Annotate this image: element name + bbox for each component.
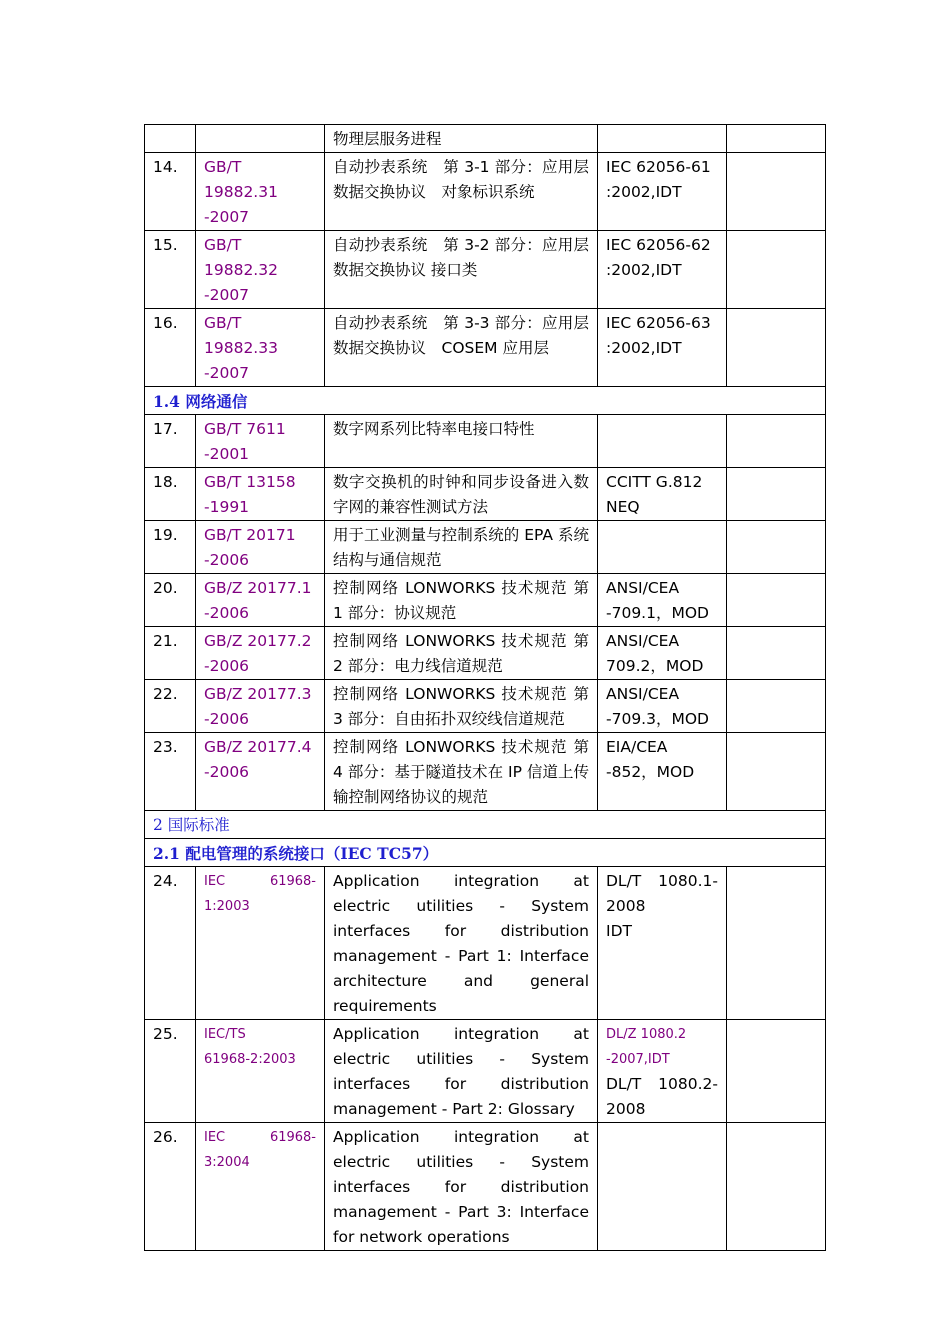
adoption-reference-line: EIA/CEA	[606, 738, 668, 756]
standard-code	[196, 733, 325, 811]
table-body-part-2	[145, 415, 826, 811]
standard-code	[196, 680, 325, 733]
adoption-reference: DL/T 1080.1- 2008 IDT	[598, 867, 727, 1020]
adoption-reference: DL/Z 1080.2 -2007,IDT DL/T 1080.2- 2008	[598, 1020, 727, 1123]
standards-table	[144, 124, 826, 1251]
adoption-reference	[598, 733, 727, 811]
adoption-reference	[598, 153, 727, 231]
standard-code-line: -2006	[204, 657, 250, 675]
remarks-cell	[727, 415, 826, 468]
table-row	[145, 627, 826, 680]
adoption-reference-line	[606, 523, 718, 548]
standard-code-line: GB/T 20171	[204, 526, 296, 544]
standard-code-line: -2007	[204, 208, 250, 226]
standard-code-line: -1991	[204, 498, 250, 516]
standard-code-line: GB/Z 20177.4	[204, 738, 312, 756]
adoption-reference-line	[606, 417, 718, 442]
standard-code	[196, 125, 325, 153]
standard-code	[196, 521, 325, 574]
table-row	[145, 1020, 826, 1123]
standard-title: 自动抄表系统 第 3-2 部分：应用层数据交换协议 接口类	[325, 231, 598, 309]
standard-code-line: GB/Z 20177.2	[204, 632, 312, 650]
row-number: 17.	[145, 415, 196, 468]
standard-code-line: -2007	[204, 286, 250, 304]
standard-code	[196, 231, 325, 309]
standard-code-line: 19882.32	[204, 261, 278, 279]
standard-title: 控制网络 LONWORKS 技术规范 第 2 部分：电力线信道规范	[325, 627, 598, 680]
row-number: 15.	[145, 231, 196, 309]
adoption-reference-line: :2002,IDT	[606, 339, 682, 357]
adoption-reference	[598, 468, 727, 521]
table-row	[145, 309, 826, 387]
standard-title: 控制网络 LONWORKS 技术规范 第 4 部分：基于隧道技术在 IP 信道上传输控制网络协议的规范	[325, 733, 598, 811]
standard-title: Application integration at electric utilities - System interfaces for distribution management - Part 3: Interface for network operations	[325, 1123, 598, 1251]
standard-code	[196, 627, 325, 680]
table-row	[145, 231, 826, 309]
remarks-cell	[727, 574, 826, 627]
adoption-reference-line: IEC 62056-62	[606, 236, 711, 254]
table-row	[145, 867, 826, 1020]
standard-title: 控制网络 LONWORKS 技术规范 第 1 部分：协议规范	[325, 574, 598, 627]
standard-code	[196, 415, 325, 468]
chapter-heading-row	[145, 811, 826, 839]
remarks-cell	[727, 733, 826, 811]
standard-code: IEC 61968- 3:2004	[196, 1123, 325, 1251]
adoption-reference-line: ANSI/CEA	[606, 632, 680, 650]
adoption-reference	[598, 309, 727, 387]
chapter-heading-2: 2 国际标准	[145, 811, 826, 839]
standard-code-line: GB/T	[204, 314, 242, 332]
remarks-cell	[727, 1123, 826, 1251]
row-number: 18.	[145, 468, 196, 521]
standard-title: 自动抄表系统 第 3-3 部分：应用层数据交换协议 COSEM 应用层	[325, 309, 598, 387]
remarks-cell	[727, 867, 826, 1020]
remarks-cell	[727, 627, 826, 680]
row-number: 24.	[145, 867, 196, 1020]
adoption-reference-line: 709.2，MOD	[606, 657, 704, 675]
standard-code	[196, 574, 325, 627]
standard-code: IEC 61968- 1:2003	[196, 867, 325, 1020]
section-heading-row	[145, 387, 826, 415]
adoption-reference-line: IEC 62056-61	[606, 158, 711, 176]
adoption-reference	[598, 574, 727, 627]
standard-code	[196, 309, 325, 387]
section-heading-1-4: 1.4 网络通信	[145, 387, 826, 415]
standard-code-line: GB/T	[204, 158, 242, 176]
standard-code-line: GB/T 13158	[204, 473, 296, 491]
row-number: 22.	[145, 680, 196, 733]
standard-code-line: GB/Z 20177.1	[204, 579, 312, 597]
adoption-reference-line	[606, 127, 718, 152]
standard-title: 数字交换机的时钟和同步设备进入数字网的兼容性测试方法	[325, 468, 598, 521]
adoption-reference-line: :2002,IDT	[606, 183, 682, 201]
adoption-reference-line: -709.3，MOD	[606, 710, 709, 728]
standard-code-line: -2006	[204, 604, 250, 622]
row-number: 19.	[145, 521, 196, 574]
table-row	[145, 1123, 826, 1251]
standard-code-line: GB/T	[204, 236, 242, 254]
table-row	[145, 521, 826, 574]
standard-code-line: -2006	[204, 551, 250, 569]
row-number: 21.	[145, 627, 196, 680]
adoption-reference	[598, 627, 727, 680]
adoption-reference-line: ANSI/CEA	[606, 685, 680, 703]
standard-code-line: -2007	[204, 364, 250, 382]
remarks-cell	[727, 153, 826, 231]
standard-title: 控制网络 LONWORKS 技术规范 第 3 部分：自由拓扑双绞线信道规范	[325, 680, 598, 733]
standard-code	[196, 153, 325, 231]
adoption-reference-line: -709.1，MOD	[606, 604, 709, 622]
standard-code-line: -2001	[204, 445, 250, 463]
standard-code-line: GB/Z 20177.3	[204, 685, 312, 703]
remarks-cell	[727, 125, 826, 153]
section-heading-row	[145, 839, 826, 867]
adoption-reference	[598, 415, 727, 468]
standard-title: 物理层服务进程	[325, 125, 598, 153]
adoption-reference-line: ANSI/CEA	[606, 579, 680, 597]
table-row	[145, 468, 826, 521]
adoption-reference	[598, 1123, 727, 1251]
table-row	[145, 680, 826, 733]
standard-code-line: -2006	[204, 763, 250, 781]
table-row	[145, 733, 826, 811]
standard-code-line: GB/T 7611	[204, 420, 286, 438]
table-row	[145, 153, 826, 231]
remarks-cell	[727, 468, 826, 521]
row-number	[145, 125, 196, 153]
remarks-cell	[727, 521, 826, 574]
section-heading-2-1: 2.1 配电管理的系统接口（IEC TC57）	[145, 839, 826, 867]
remarks-cell	[727, 309, 826, 387]
row-number: 14.	[145, 153, 196, 231]
remarks-cell	[727, 680, 826, 733]
adoption-reference	[598, 231, 727, 309]
adoption-reference	[598, 125, 727, 153]
table-row	[145, 125, 826, 153]
adoption-reference	[598, 680, 727, 733]
row-number: 26.	[145, 1123, 196, 1251]
row-number: 16.	[145, 309, 196, 387]
standard-title: Application integration at electric utilities - System interfaces for distribution management - Part 1: Interface architecture and general requirements	[325, 867, 598, 1020]
standard-code-line: 19882.31	[204, 183, 278, 201]
adoption-reference-line: NEQ	[606, 498, 640, 516]
remarks-cell	[727, 1020, 826, 1123]
standard-title: 用于工业测量与控制系统的 EPA 系统结构与通信规范	[325, 521, 598, 574]
adoption-reference-line: CCITT G.812	[606, 473, 703, 491]
adoption-reference-line: :2002,IDT	[606, 261, 682, 279]
row-number: 25.	[145, 1020, 196, 1123]
standard-code-line	[204, 127, 316, 152]
adoption-reference	[598, 521, 727, 574]
table-row	[145, 574, 826, 627]
standard-title: 数字网系列比特率电接口特性	[325, 415, 598, 468]
standard-code-line: 19882.33	[204, 339, 278, 357]
standard-code-line: -2006	[204, 710, 250, 728]
row-number: 23.	[145, 733, 196, 811]
standard-title: Application integration at electric utilities - System interfaces for distribution management - Part 2: Glossary	[325, 1020, 598, 1123]
row-number: 20.	[145, 574, 196, 627]
adoption-reference-line: -852，MOD	[606, 763, 695, 781]
standard-title: 自动抄表系统 第 3-1 部分：应用层数据交换协议 对象标识系统	[325, 153, 598, 231]
table-body-part-1	[145, 125, 826, 387]
table-body-section-2	[145, 811, 826, 1251]
remarks-cell	[727, 231, 826, 309]
table-row	[145, 415, 826, 468]
table-body-section-1-4	[145, 387, 826, 415]
standard-code: IEC/TS 61968-2:2003	[196, 1020, 325, 1123]
adoption-reference-line: IEC 62056-63	[606, 314, 711, 332]
standard-code	[196, 468, 325, 521]
